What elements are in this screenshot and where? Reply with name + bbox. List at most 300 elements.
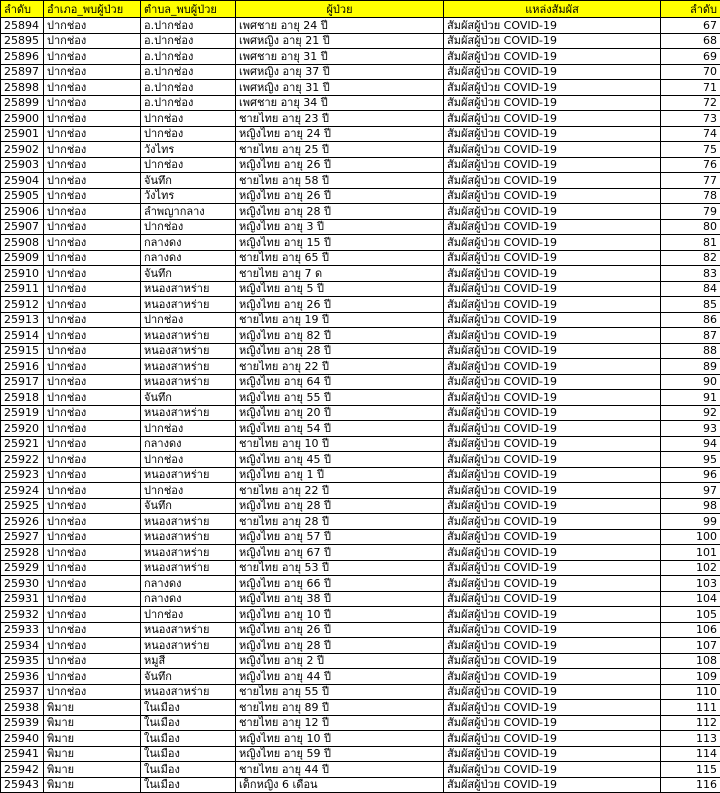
cell-case-number: 25917 bbox=[1, 374, 44, 390]
cell-patient: เด็กหญิง 6 เดือน bbox=[236, 777, 444, 793]
cell-subdistrict: หนองสาหร่าย bbox=[141, 359, 236, 375]
cell-patient: หญิงไทย อายุ 64 ปี bbox=[236, 374, 444, 390]
table-body bbox=[1, 18, 720, 793]
table-row bbox=[1, 715, 720, 731]
cell-order: 105 bbox=[661, 607, 720, 623]
cell-patient: หญิงไทย อายุ 10 ปี bbox=[236, 607, 444, 623]
cell-order: 102 bbox=[661, 560, 720, 576]
cell-case-number: 25900 bbox=[1, 111, 44, 127]
cell-case-number: 25904 bbox=[1, 173, 44, 189]
cell-source: สัมผัสผู้ป่วย COVID-19 bbox=[444, 142, 661, 158]
cell-order: 94 bbox=[661, 436, 720, 452]
cell-order: 73 bbox=[661, 111, 720, 127]
cell-patient: ชายไทย อายุ 25 ปี bbox=[236, 142, 444, 158]
cell-source: สัมผัสผู้ป่วย COVID-19 bbox=[444, 297, 661, 313]
cell-patient: ชายไทย อายุ 58 ปี bbox=[236, 173, 444, 189]
cell-order: 112 bbox=[661, 715, 720, 731]
cell-subdistrict: หนองสาหร่าย bbox=[141, 467, 236, 483]
table-row bbox=[1, 157, 720, 173]
cell-subdistrict: ปากช่อง bbox=[141, 126, 236, 142]
cell-case-number: 25909 bbox=[1, 250, 44, 266]
cell-source: สัมผัสผู้ป่วย COVID-19 bbox=[444, 219, 661, 235]
table-row bbox=[1, 653, 720, 669]
cell-subdistrict: ปากช่อง bbox=[141, 421, 236, 437]
cell-order: 79 bbox=[661, 204, 720, 220]
cell-district: ปากช่อง bbox=[44, 204, 141, 220]
cell-patient: ชายไทย อายุ 44 ปี bbox=[236, 762, 444, 778]
cell-subdistrict: อ.ปากช่อง bbox=[141, 80, 236, 96]
cell-case-number: 25921 bbox=[1, 436, 44, 452]
cell-district: พิมาย bbox=[44, 762, 141, 778]
table-row bbox=[1, 514, 720, 530]
cell-patient: หญิงไทย อายุ 5 ปี bbox=[236, 281, 444, 297]
cell-district: ปากช่อง bbox=[44, 607, 141, 623]
table-row bbox=[1, 607, 720, 623]
cell-order: 83 bbox=[661, 266, 720, 282]
table-row bbox=[1, 142, 720, 158]
cell-subdistrict: หนองสาหร่าย bbox=[141, 405, 236, 421]
cell-district: ปากช่อง bbox=[44, 405, 141, 421]
cell-patient: หญิงไทย อายุ 26 ปี bbox=[236, 297, 444, 313]
cell-subdistrict: ในเมือง bbox=[141, 700, 236, 716]
cell-order: 110 bbox=[661, 684, 720, 700]
cell-subdistrict: หมูสี bbox=[141, 653, 236, 669]
cell-patient: ชายไทย อายุ 55 ปี bbox=[236, 684, 444, 700]
cell-patient: เพศชาย อายุ 34 ปี bbox=[236, 95, 444, 111]
cell-case-number: 25897 bbox=[1, 64, 44, 80]
table-row bbox=[1, 18, 720, 34]
cell-patient: หญิงไทย อายุ 66 ปี bbox=[236, 576, 444, 592]
cell-order: 101 bbox=[661, 545, 720, 561]
cell-order: 85 bbox=[661, 297, 720, 313]
cell-order: 67 bbox=[661, 18, 720, 34]
cell-case-number: 25928 bbox=[1, 545, 44, 561]
cell-source: สัมผัสผู้ป่วย COVID-19 bbox=[444, 684, 661, 700]
cell-source: สัมผัสผู้ป่วย COVID-19 bbox=[444, 591, 661, 607]
cell-patient: เพศหญิง อายุ 37 ปี bbox=[236, 64, 444, 80]
cell-case-number: 25905 bbox=[1, 188, 44, 204]
cell-subdistrict: หนองสาหร่าย bbox=[141, 622, 236, 638]
table-row bbox=[1, 483, 720, 499]
cell-source: สัมผัสผู้ป่วย COVID-19 bbox=[444, 328, 661, 344]
cell-order: 99 bbox=[661, 514, 720, 530]
cell-subdistrict: หนองสาหร่าย bbox=[141, 529, 236, 545]
cell-patient: ชายไทย อายุ 53 ปี bbox=[236, 560, 444, 576]
cell-patient: ชายไทย อายุ 65 ปี bbox=[236, 250, 444, 266]
cell-case-number: 25898 bbox=[1, 80, 44, 96]
cell-case-number: 25925 bbox=[1, 498, 44, 514]
cell-subdistrict: ปากช่อง bbox=[141, 219, 236, 235]
table-row bbox=[1, 529, 720, 545]
cell-order: 84 bbox=[661, 281, 720, 297]
cell-district: พิมาย bbox=[44, 700, 141, 716]
cell-subdistrict: อ.ปากช่อง bbox=[141, 95, 236, 111]
cell-source: สัมผัสผู้ป่วย COVID-19 bbox=[444, 374, 661, 390]
cell-patient: หญิงไทย อายุ 20 ปี bbox=[236, 405, 444, 421]
cell-source: สัมผัสผู้ป่วย COVID-19 bbox=[444, 529, 661, 545]
cell-case-number: 25919 bbox=[1, 405, 44, 421]
cell-subdistrict: อ.ปากช่อง bbox=[141, 64, 236, 80]
cell-district: ปากช่อง bbox=[44, 343, 141, 359]
cell-subdistrict: ในเมือง bbox=[141, 715, 236, 731]
cell-district: ปากช่อง bbox=[44, 483, 141, 499]
cell-order: 81 bbox=[661, 235, 720, 251]
table-row bbox=[1, 49, 720, 65]
cell-source: สัมผัสผู้ป่วย COVID-19 bbox=[444, 669, 661, 685]
table-row bbox=[1, 762, 720, 778]
cell-order: 87 bbox=[661, 328, 720, 344]
table-row bbox=[1, 684, 720, 700]
cell-case-number: 25929 bbox=[1, 560, 44, 576]
cell-district: ปากช่อง bbox=[44, 157, 141, 173]
cell-case-number: 25937 bbox=[1, 684, 44, 700]
cell-order: 72 bbox=[661, 95, 720, 111]
cell-case-number: 25910 bbox=[1, 266, 44, 282]
cell-source: สัมผัสผู้ป่วย COVID-19 bbox=[444, 700, 661, 716]
cell-source: สัมผัสผู้ป่วย COVID-19 bbox=[444, 576, 661, 592]
cell-district: พิมาย bbox=[44, 715, 141, 731]
table-row bbox=[1, 622, 720, 638]
cell-district: ปากช่อง bbox=[44, 498, 141, 514]
cell-patient: หญิงไทย อายุ 45 ปี bbox=[236, 452, 444, 468]
cell-order: 93 bbox=[661, 421, 720, 437]
cell-patient: หญิงไทย อายุ 54 ปี bbox=[236, 421, 444, 437]
cell-district: พิมาย bbox=[44, 777, 141, 793]
cell-subdistrict: วังไทร bbox=[141, 142, 236, 158]
cell-source: สัมผัสผู้ป่วย COVID-19 bbox=[444, 607, 661, 623]
cell-district: ปากช่อง bbox=[44, 95, 141, 111]
cell-patient: หญิงไทย อายุ 28 ปี bbox=[236, 638, 444, 654]
cell-case-number: 25899 bbox=[1, 95, 44, 111]
cell-subdistrict: กลางดง bbox=[141, 436, 236, 452]
table-row bbox=[1, 746, 720, 762]
cell-patient: ชายไทย อายุ 19 ปี bbox=[236, 312, 444, 328]
cell-patient: หญิงไทย อายุ 28 ปี bbox=[236, 343, 444, 359]
cell-source: สัมผัสผู้ป่วย COVID-19 bbox=[444, 250, 661, 266]
cell-patient: ชายไทย อายุ 12 ปี bbox=[236, 715, 444, 731]
cell-patient: หญิงไทย อายุ 15 ปี bbox=[236, 235, 444, 251]
cell-source: สัมผัสผู้ป่วย COVID-19 bbox=[444, 421, 661, 437]
cell-patient: หญิงไทย อายุ 2 ปี bbox=[236, 653, 444, 669]
cell-case-number: 25902 bbox=[1, 142, 44, 158]
cell-case-number: 25923 bbox=[1, 467, 44, 483]
header-district: อำเภอ_พบผู้ป่วย bbox=[44, 1, 141, 18]
cell-order: 71 bbox=[661, 80, 720, 96]
cell-subdistrict: หนองสาหร่าย bbox=[141, 374, 236, 390]
cell-case-number: 25916 bbox=[1, 359, 44, 375]
cell-source: สัมผัสผู้ป่วย COVID-19 bbox=[444, 266, 661, 282]
cell-source: สัมผัสผู้ป่วย COVID-19 bbox=[444, 188, 661, 204]
table-row bbox=[1, 111, 720, 127]
cell-district: ปากช่อง bbox=[44, 374, 141, 390]
cell-source: สัมผัสผู้ป่วย COVID-19 bbox=[444, 467, 661, 483]
cell-order: 69 bbox=[661, 49, 720, 65]
cell-subdistrict: กลางดง bbox=[141, 576, 236, 592]
cell-source: สัมผัสผู้ป่วย COVID-19 bbox=[444, 95, 661, 111]
cell-order: 74 bbox=[661, 126, 720, 142]
table-row bbox=[1, 188, 720, 204]
cell-source: สัมผัสผู้ป่วย COVID-19 bbox=[444, 343, 661, 359]
table-row bbox=[1, 126, 720, 142]
cell-patient: หญิงไทย อายุ 44 ปี bbox=[236, 669, 444, 685]
table-row bbox=[1, 250, 720, 266]
cell-patient: หญิงไทย อายุ 26 ปี bbox=[236, 157, 444, 173]
cell-patient: หญิงไทย อายุ 28 ปี bbox=[236, 204, 444, 220]
table-row bbox=[1, 204, 720, 220]
cell-district: ปากช่อง bbox=[44, 560, 141, 576]
cell-case-number: 25941 bbox=[1, 746, 44, 762]
cell-case-number: 25927 bbox=[1, 529, 44, 545]
table-row bbox=[1, 281, 720, 297]
cell-subdistrict: จันทึก bbox=[141, 266, 236, 282]
table-row bbox=[1, 374, 720, 390]
cell-case-number: 25924 bbox=[1, 483, 44, 499]
cell-district: ปากช่อง bbox=[44, 266, 141, 282]
table-row bbox=[1, 33, 720, 49]
cell-patient: ชายไทย อายุ 7 ด bbox=[236, 266, 444, 282]
cell-case-number: 25903 bbox=[1, 157, 44, 173]
cell-district: ปากช่อง bbox=[44, 188, 141, 204]
cell-order: 111 bbox=[661, 700, 720, 716]
cell-case-number: 25939 bbox=[1, 715, 44, 731]
cell-subdistrict: หนองสาหร่าย bbox=[141, 684, 236, 700]
cell-district: ปากช่อง bbox=[44, 33, 141, 49]
cell-source: สัมผัสผู้ป่วย COVID-19 bbox=[444, 514, 661, 530]
table-row bbox=[1, 359, 720, 375]
cell-source: สัมผัสผู้ป่วย COVID-19 bbox=[444, 235, 661, 251]
cell-patient: ชายไทย อายุ 10 ปี bbox=[236, 436, 444, 452]
cell-case-number: 25912 bbox=[1, 297, 44, 313]
cell-case-number: 25907 bbox=[1, 219, 44, 235]
cell-order: 96 bbox=[661, 467, 720, 483]
table-row bbox=[1, 266, 720, 282]
table-row bbox=[1, 591, 720, 607]
cell-district: ปากช่อง bbox=[44, 669, 141, 685]
table-row bbox=[1, 638, 720, 654]
cell-case-number: 25918 bbox=[1, 390, 44, 406]
table-row bbox=[1, 777, 720, 793]
cell-district: พิมาย bbox=[44, 731, 141, 747]
cell-district: ปากช่อง bbox=[44, 576, 141, 592]
cell-subdistrict: หนองสาหร่าย bbox=[141, 297, 236, 313]
cell-patient: หญิงไทย อายุ 55 ปี bbox=[236, 390, 444, 406]
cell-district: ปากช่อง bbox=[44, 250, 141, 266]
cell-district: ปากช่อง bbox=[44, 173, 141, 189]
table-row bbox=[1, 452, 720, 468]
table-row bbox=[1, 405, 720, 421]
cell-district: ปากช่อง bbox=[44, 638, 141, 654]
cell-patient: เพศชาย อายุ 31 ปี bbox=[236, 49, 444, 65]
cell-order: 107 bbox=[661, 638, 720, 654]
table-row bbox=[1, 498, 720, 514]
cell-order: 115 bbox=[661, 762, 720, 778]
cell-order: 114 bbox=[661, 746, 720, 762]
cell-source: สัมผัสผู้ป่วย COVID-19 bbox=[444, 126, 661, 142]
header-row bbox=[1, 1, 720, 18]
cell-order: 92 bbox=[661, 405, 720, 421]
cell-source: สัมผัสผู้ป่วย COVID-19 bbox=[444, 638, 661, 654]
cell-order: 104 bbox=[661, 591, 720, 607]
table-row bbox=[1, 669, 720, 685]
cell-case-number: 25940 bbox=[1, 731, 44, 747]
cell-order: 98 bbox=[661, 498, 720, 514]
cell-order: 91 bbox=[661, 390, 720, 406]
cell-district: ปากช่อง bbox=[44, 126, 141, 142]
cell-patient: หญิงไทย อายุ 82 ปี bbox=[236, 328, 444, 344]
cell-patient: หญิงไทย อายุ 38 ปี bbox=[236, 591, 444, 607]
cell-district: ปากช่อง bbox=[44, 467, 141, 483]
cell-subdistrict: อ.ปากช่อง bbox=[141, 33, 236, 49]
cell-subdistrict: อ.ปากช่อง bbox=[141, 18, 236, 34]
cell-patient: หญิงไทย อายุ 1 ปี bbox=[236, 467, 444, 483]
cell-source: สัมผัสผู้ป่วย COVID-19 bbox=[444, 436, 661, 452]
cell-order: 75 bbox=[661, 142, 720, 158]
cell-subdistrict: หนองสาหร่าย bbox=[141, 560, 236, 576]
cell-order: 68 bbox=[661, 33, 720, 49]
cell-district: ปากช่อง bbox=[44, 328, 141, 344]
cell-case-number: 25933 bbox=[1, 622, 44, 638]
cell-order: 88 bbox=[661, 343, 720, 359]
table-row bbox=[1, 328, 720, 344]
cell-district: พิมาย bbox=[44, 746, 141, 762]
cell-subdistrict: ปากช่อง bbox=[141, 111, 236, 127]
cell-case-number: 25920 bbox=[1, 421, 44, 437]
cell-patient: เพศหญิง อายุ 21 ปี bbox=[236, 33, 444, 49]
cell-source: สัมผัสผู้ป่วย COVID-19 bbox=[444, 390, 661, 406]
cell-case-number: 25942 bbox=[1, 762, 44, 778]
cell-subdistrict: ลำพญากลาง bbox=[141, 204, 236, 220]
cell-source: สัมผัสผู้ป่วย COVID-19 bbox=[444, 80, 661, 96]
cell-district: ปากช่อง bbox=[44, 545, 141, 561]
table-row bbox=[1, 576, 720, 592]
cell-order: 80 bbox=[661, 219, 720, 235]
cell-case-number: 25908 bbox=[1, 235, 44, 251]
cell-district: ปากช่อง bbox=[44, 390, 141, 406]
cell-subdistrict: หนองสาหร่าย bbox=[141, 281, 236, 297]
cell-case-number: 25914 bbox=[1, 328, 44, 344]
cell-case-number: 25895 bbox=[1, 33, 44, 49]
cell-case-number: 25901 bbox=[1, 126, 44, 142]
cell-order: 89 bbox=[661, 359, 720, 375]
cell-district: ปากช่อง bbox=[44, 529, 141, 545]
cell-source: สัมผัสผู้ป่วย COVID-19 bbox=[444, 359, 661, 375]
cell-source: สัมผัสผู้ป่วย COVID-19 bbox=[444, 560, 661, 576]
cell-source: สัมผัสผู้ป่วย COVID-19 bbox=[444, 405, 661, 421]
cell-source: สัมผัสผู้ป่วย COVID-19 bbox=[444, 653, 661, 669]
cell-district: ปากช่อง bbox=[44, 452, 141, 468]
cell-case-number: 25932 bbox=[1, 607, 44, 623]
cell-district: ปากช่อง bbox=[44, 80, 141, 96]
cell-source: สัมผัสผู้ป่วย COVID-19 bbox=[444, 18, 661, 34]
cell-subdistrict: หนองสาหร่าย bbox=[141, 638, 236, 654]
cell-order: 95 bbox=[661, 452, 720, 468]
cell-subdistrict: จันทึก bbox=[141, 669, 236, 685]
cell-subdistrict: จันทึก bbox=[141, 498, 236, 514]
cell-district: ปากช่อง bbox=[44, 312, 141, 328]
cell-source: สัมผัสผู้ป่วย COVID-19 bbox=[444, 157, 661, 173]
cell-patient: ชายไทย อายุ 22 ปี bbox=[236, 359, 444, 375]
cell-patient: หญิงไทย อายุ 26 ปี bbox=[236, 188, 444, 204]
cell-case-number: 25911 bbox=[1, 281, 44, 297]
cell-case-number: 25896 bbox=[1, 49, 44, 65]
cell-order: 116 bbox=[661, 777, 720, 793]
cell-source: สัมผัสผู้ป่วย COVID-19 bbox=[444, 111, 661, 127]
cell-district: ปากช่อง bbox=[44, 281, 141, 297]
header-case-number: ลำดับ bbox=[1, 1, 44, 18]
table-row bbox=[1, 700, 720, 716]
cell-source: สัมผัสผู้ป่วย COVID-19 bbox=[444, 777, 661, 793]
cell-case-number: 25943 bbox=[1, 777, 44, 793]
table-row bbox=[1, 173, 720, 189]
cell-subdistrict: ในเมือง bbox=[141, 762, 236, 778]
cell-subdistrict: จันทึก bbox=[141, 390, 236, 406]
cell-source: สัมผัสผู้ป่วย COVID-19 bbox=[444, 762, 661, 778]
cell-order: 113 bbox=[661, 731, 720, 747]
cell-district: ปากช่อง bbox=[44, 591, 141, 607]
cell-source: สัมผัสผู้ป่วย COVID-19 bbox=[444, 483, 661, 499]
cell-subdistrict: กลางดง bbox=[141, 591, 236, 607]
header-order: ลำดับ bbox=[661, 1, 720, 18]
cell-subdistrict: ปากช่อง bbox=[141, 483, 236, 499]
cell-district: ปากช่อง bbox=[44, 219, 141, 235]
cell-case-number: 25926 bbox=[1, 514, 44, 530]
cell-subdistrict: หนองสาหร่าย bbox=[141, 545, 236, 561]
cell-subdistrict: กลางดง bbox=[141, 235, 236, 251]
cell-source: สัมผัสผู้ป่วย COVID-19 bbox=[444, 64, 661, 80]
cell-district: ปากช่อง bbox=[44, 436, 141, 452]
cell-case-number: 25934 bbox=[1, 638, 44, 654]
cell-source: สัมผัสผู้ป่วย COVID-19 bbox=[444, 452, 661, 468]
cell-order: 106 bbox=[661, 622, 720, 638]
cell-subdistrict: ในเมือง bbox=[141, 777, 236, 793]
cell-case-number: 25936 bbox=[1, 669, 44, 685]
table-row bbox=[1, 390, 720, 406]
cell-district: ปากช่อง bbox=[44, 421, 141, 437]
cell-patient: หญิงไทย อายุ 57 ปี bbox=[236, 529, 444, 545]
table-row bbox=[1, 343, 720, 359]
cell-source: สัมผัสผู้ป่วย COVID-19 bbox=[444, 33, 661, 49]
table-row bbox=[1, 467, 720, 483]
cell-order: 86 bbox=[661, 312, 720, 328]
cell-district: ปากช่อง bbox=[44, 514, 141, 530]
cell-source: สัมผัสผู้ป่วย COVID-19 bbox=[444, 173, 661, 189]
cell-case-number: 25915 bbox=[1, 343, 44, 359]
cell-patient: ชายไทย อายุ 23 ปี bbox=[236, 111, 444, 127]
cell-case-number: 25930 bbox=[1, 576, 44, 592]
cell-order: 90 bbox=[661, 374, 720, 390]
cell-source: สัมผัสผู้ป่วย COVID-19 bbox=[444, 312, 661, 328]
cell-patient: หญิงไทย อายุ 10 ปี bbox=[236, 731, 444, 747]
cell-district: ปากช่อง bbox=[44, 142, 141, 158]
cell-patient: หญิงไทย อายุ 28 ปี bbox=[236, 498, 444, 514]
cell-source: สัมผัสผู้ป่วย COVID-19 bbox=[444, 746, 661, 762]
cell-district: ปากช่อง bbox=[44, 359, 141, 375]
cell-subdistrict: หนองสาหร่าย bbox=[141, 328, 236, 344]
table-row bbox=[1, 297, 720, 313]
cell-order: 78 bbox=[661, 188, 720, 204]
cell-patient: ชายไทย อายุ 28 ปี bbox=[236, 514, 444, 530]
cell-case-number: 25935 bbox=[1, 653, 44, 669]
cell-district: ปากช่อง bbox=[44, 235, 141, 251]
cell-order: 108 bbox=[661, 653, 720, 669]
cell-case-number: 25922 bbox=[1, 452, 44, 468]
cell-subdistrict: ปากช่อง bbox=[141, 452, 236, 468]
cell-patient: หญิงไทย อายุ 3 ปี bbox=[236, 219, 444, 235]
cell-order: 103 bbox=[661, 576, 720, 592]
table-row bbox=[1, 219, 720, 235]
cell-patient: เพศหญิง อายุ 31 ปี bbox=[236, 80, 444, 96]
cell-patient: หญิงไทย อายุ 26 ปี bbox=[236, 622, 444, 638]
